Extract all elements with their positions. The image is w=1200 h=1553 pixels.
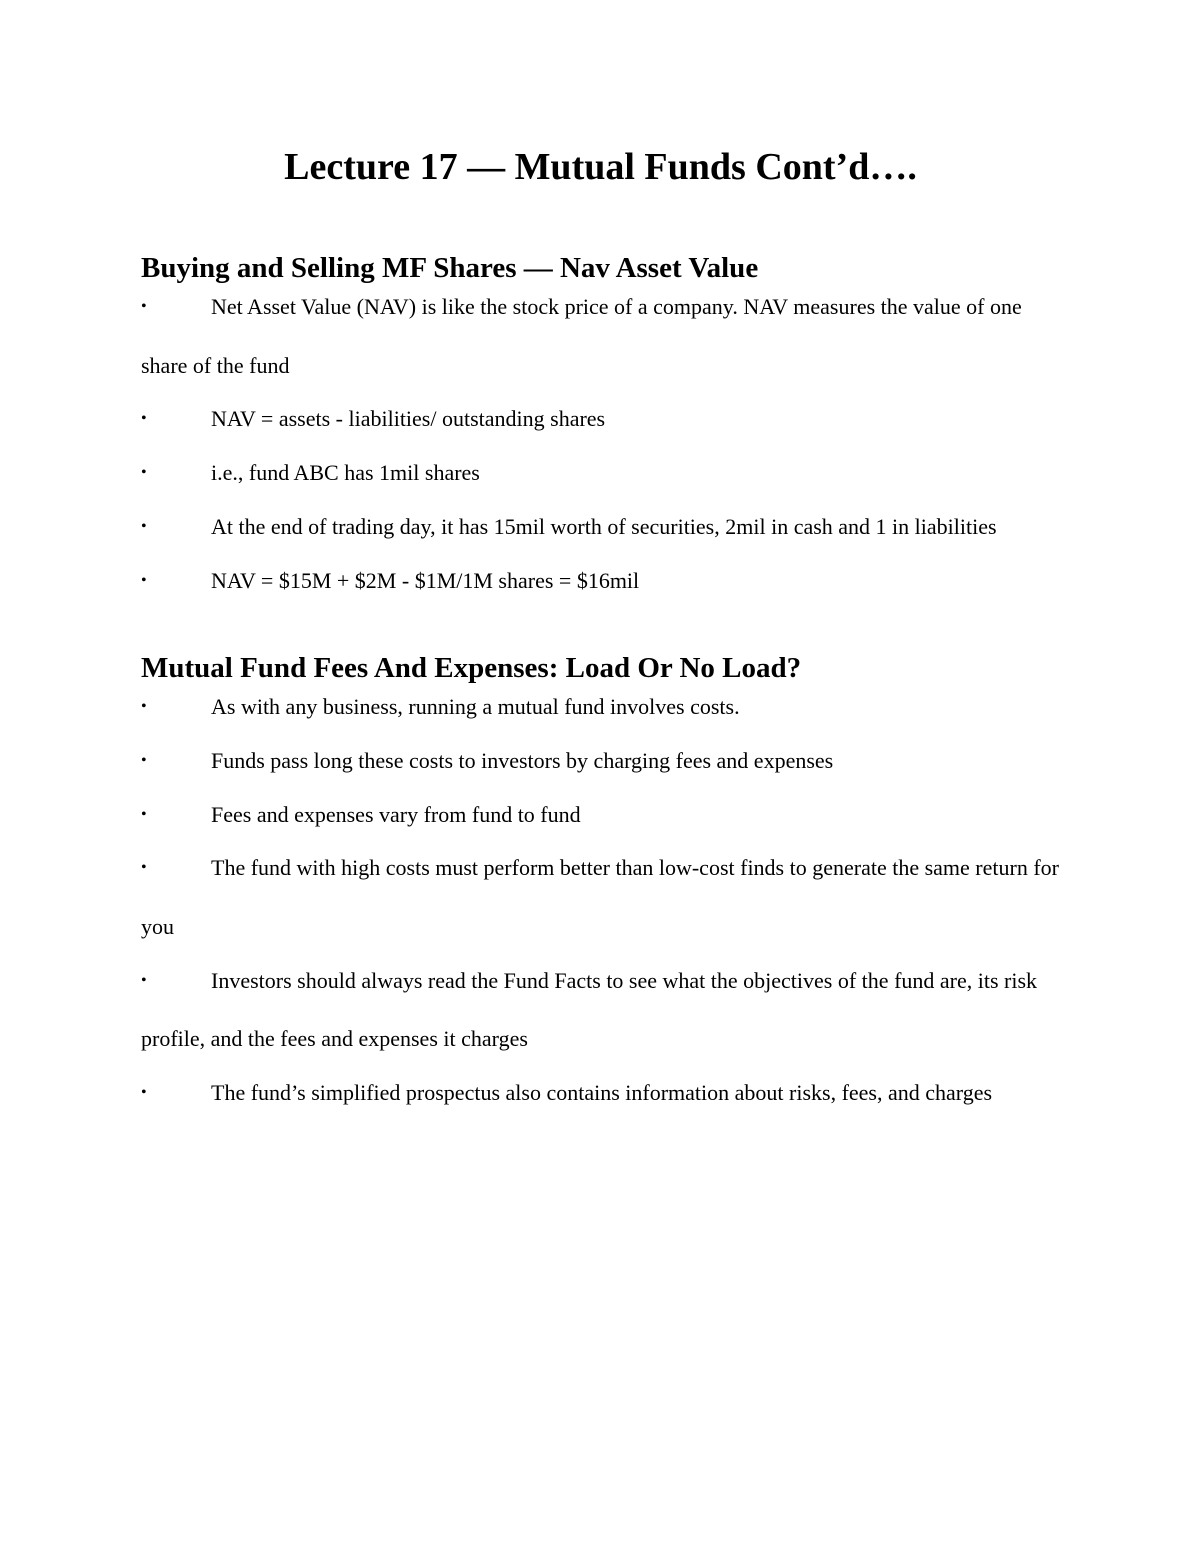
section-heading-nav: Buying and Selling MF Shares — Nav Asset Value xyxy=(141,252,759,284)
bullet-icon: • xyxy=(141,571,147,589)
list-item: • At the end of trading day, it has 15mil worth of securities, 2mil in cash and 1 in liabilities xyxy=(141,498,1060,557)
bullet-icon: • xyxy=(141,698,147,716)
bullet-icon: • xyxy=(141,517,147,535)
bullet-icon: • xyxy=(141,410,147,428)
bullet-icon: • xyxy=(141,464,147,482)
list-item: • Fees and expenses vary from fund to fund xyxy=(141,786,1060,845)
list-item: • NAV = $15M + $2M - $1M/1M shares = $16mil xyxy=(141,552,1060,611)
bullet-icon: • xyxy=(141,859,147,877)
list-item: • i.e., fund ABC has 1mil shares xyxy=(141,444,1060,503)
bullet-list-nav xyxy=(141,278,1060,610)
section-heading-fees: Mutual Fund Fees And Expenses: Load Or No Load? xyxy=(141,652,802,685)
list-item: • The fund with high costs must perform better than low-cost finds to generate the same return for you xyxy=(141,839,1060,956)
bullet-list-fees xyxy=(141,678,1060,1123)
bullet-icon: • xyxy=(141,298,147,315)
list-item: • Funds pass long these costs to investors by charging fees and expenses xyxy=(141,732,1060,791)
page-title: Lecture 17 — Mutual Funds Cont’d…. xyxy=(284,146,917,188)
bullet-icon: • xyxy=(141,805,147,823)
bullet-icon: • xyxy=(141,751,147,769)
list-item: • Investors should always read the Fund Facts to see what the objectives of the fund are, its risk profile, and the fees and expenses it charges xyxy=(141,952,1060,1069)
bullet-icon: • xyxy=(141,1084,147,1102)
list-item: • The fund’s simplified prospectus also contains information about risks, fees, and charges xyxy=(141,1064,1060,1123)
bullet-icon: • xyxy=(141,971,147,989)
list-item: • Net Asset Value (NAV) is like the stock price of a company. NAV measures the value of one share of the fund xyxy=(141,278,1060,395)
list-item: • NAV = assets - liabilities/ outstanding shares xyxy=(141,390,1060,449)
list-item: • As with any business, running a mutual fund involves costs. xyxy=(141,678,1060,737)
